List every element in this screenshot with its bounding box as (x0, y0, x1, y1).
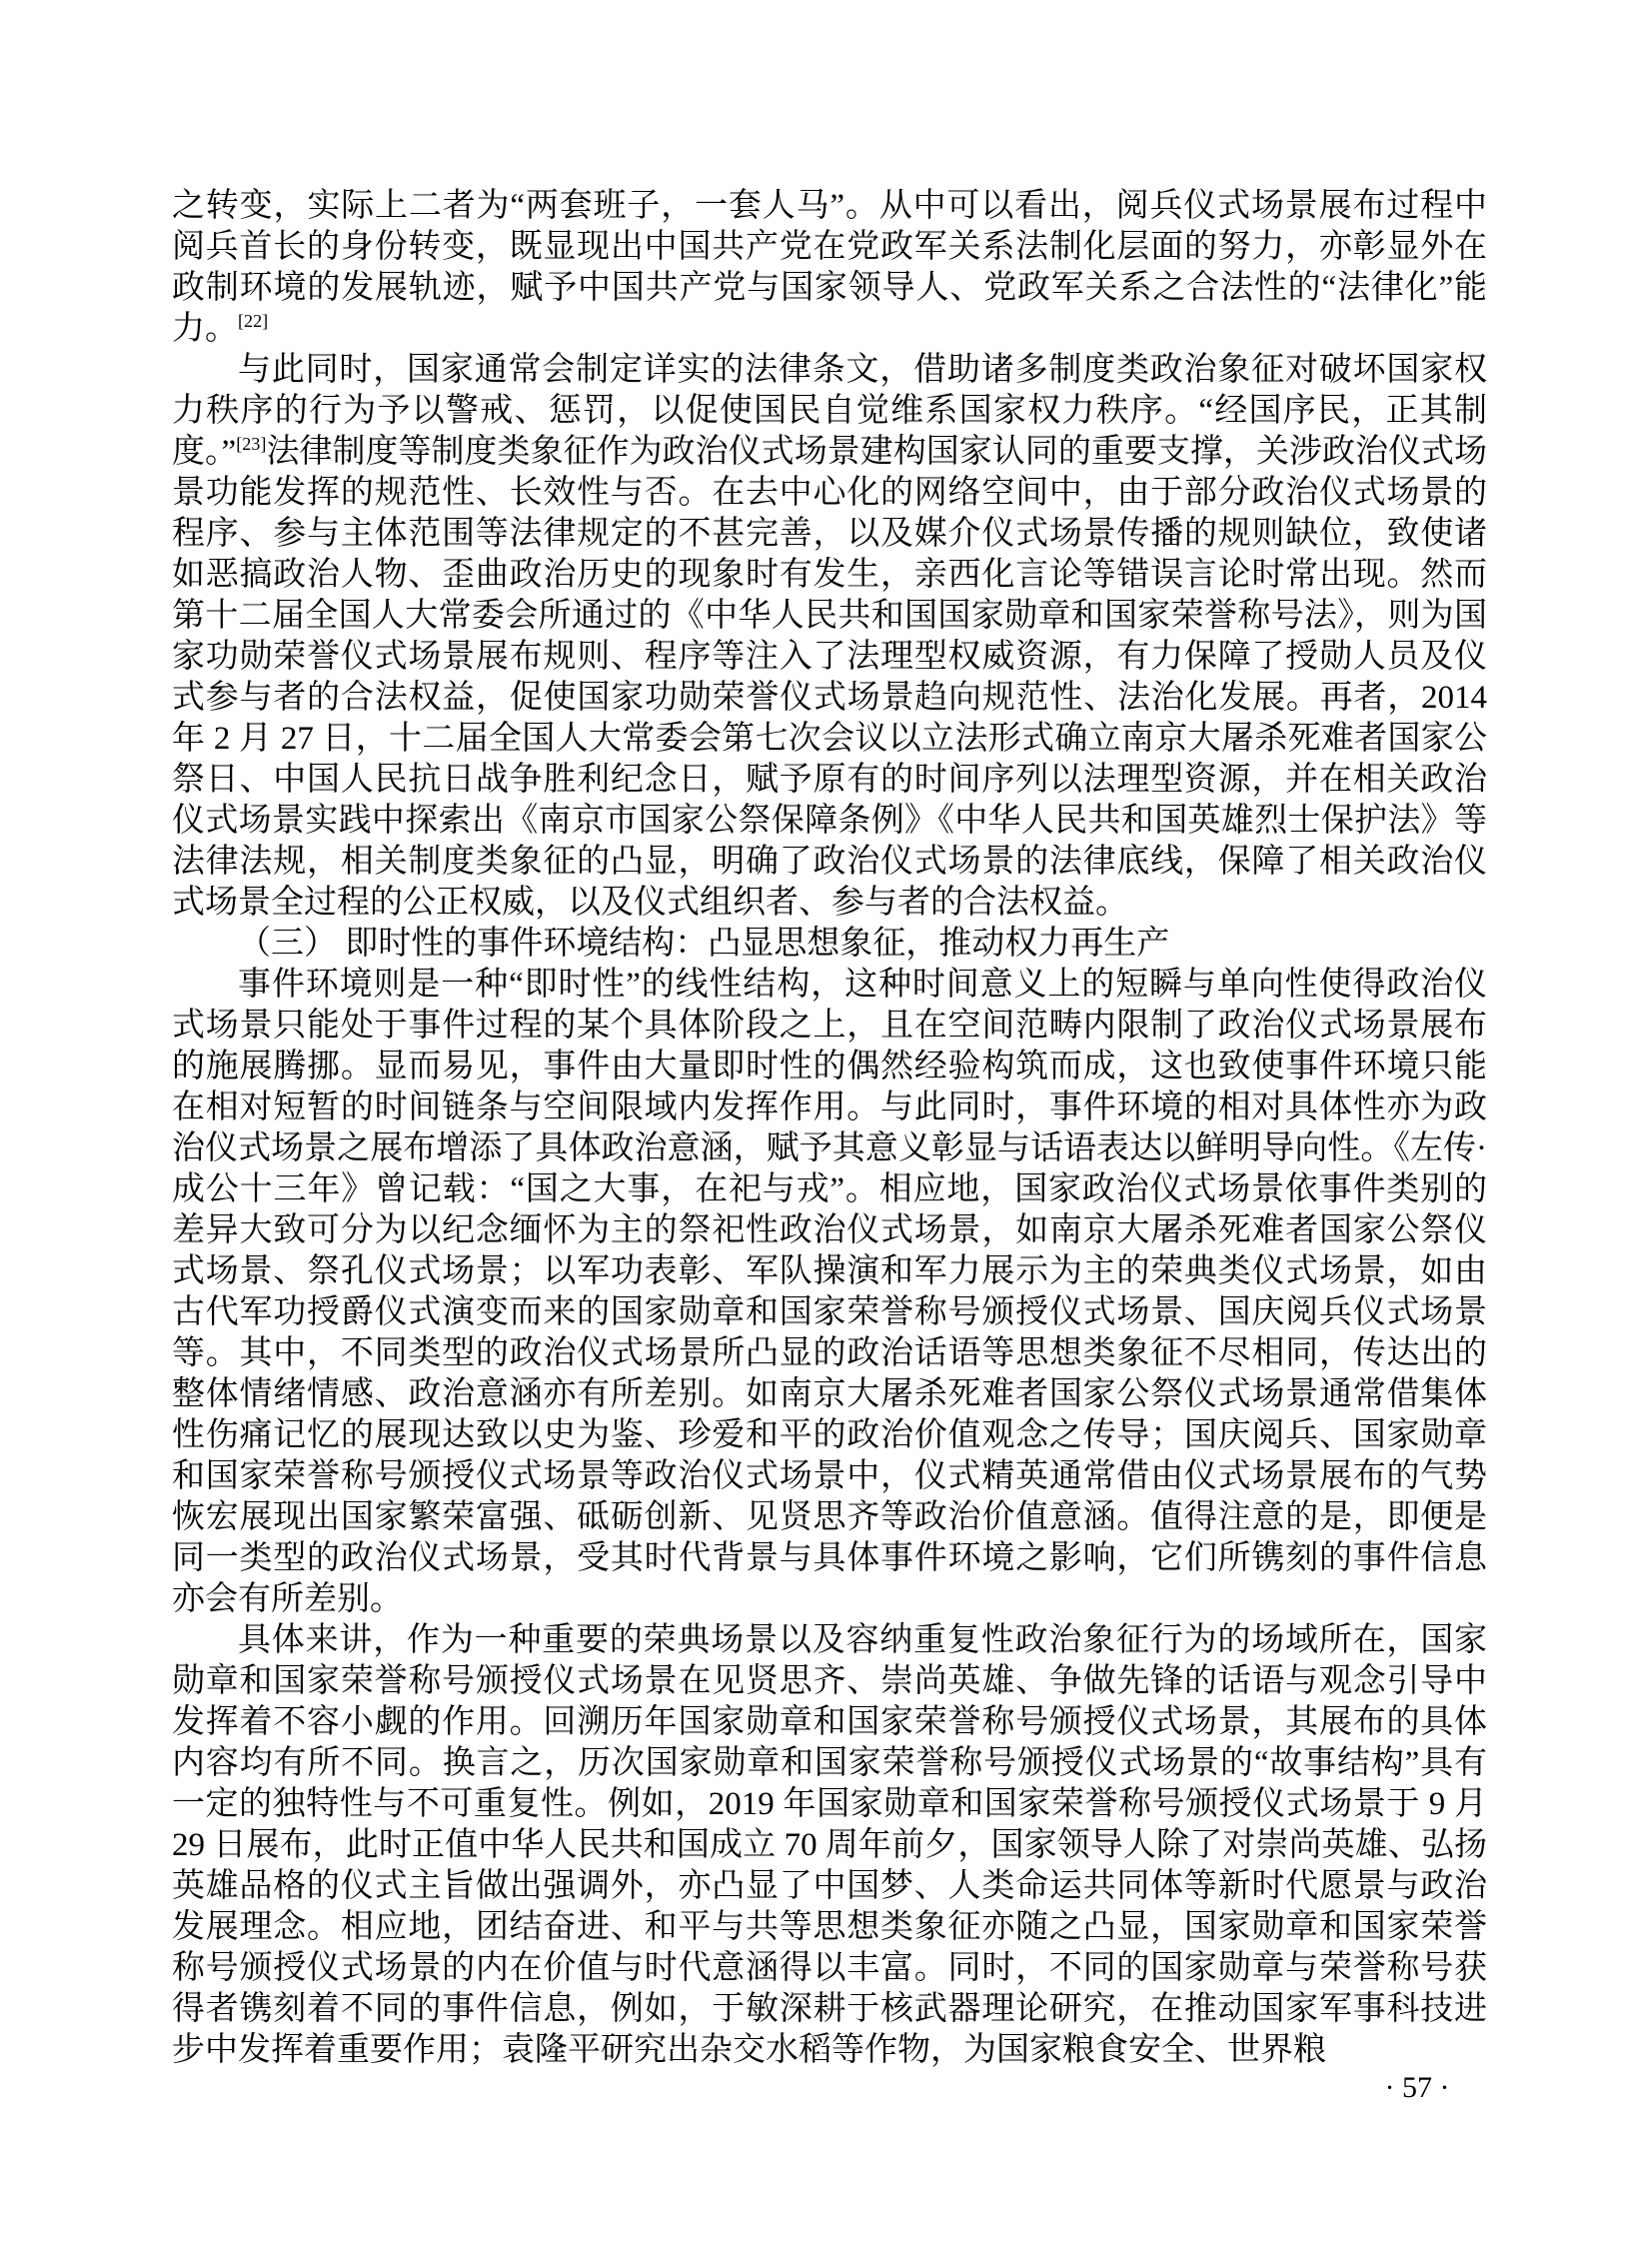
footnote-ref: [23] (236, 434, 267, 454)
paragraph: 之转变，实际上二者为“两套班子，一套人马”。从中可以看出，阅兵仪式场景展布过程中阅兵首长的身份转变，既显现出中国共产党在党政军关系法制化层面的努力，亦彰显外在政制环境的发展轨迹，赋予中国共产党与国家领导人、党政军关系之合法性的“法律化”能力。[22] (172, 188, 1487, 347)
footnote-ref: [22] (238, 311, 269, 331)
paragraph: 具体来讲，作为一种重要的荣典场景以及容纳重复性政治象征行为的场域所在，国家勋章和国家荣誉称号颁授仪式场景在见贤思齐、崇尚英雄、争做先锋的话语与观念引导中发挥着不容小觑的作用。回溯历年国家勋章和国家荣誉称号颁授仪式场景，其展布的具体内容均有所不同。换言之，历次国家勋章和国家荣誉称号颁授仪式场景的“故事结构”具有一定的独特性与不可重复性。例如，2019 年国家勋章和国家荣誉称号颁授仪式场景于 9 月 29 日展布，此时正值中华人民共和国成立 70 周年前夕，国家领导人除了对崇尚英雄、弘扬英雄品格的仪式主旨做出强调外，亦凸显了中国梦、人类命运共同体等新时代愿景与政治发展理念。相应地，团结奋进、和平与共等思想类象征亦随之凸显，国家勋章和国家荣誉称号颁授仪式场景的内在价值与时代意涵得以丰富。同时，不同的国家勋章与荣誉称号获得者镌刻着不同的事件信息，例如，于敏深耕于核武器理论研究，在推动国家军事科技进步中发挥着重要作用；袁隆平研究出杂交水稻等作物，为国家粮食安全、世界粮 (172, 1622, 1487, 2068)
page-number: · 57 · (1384, 2071, 1450, 2104)
article-body (172, 186, 1487, 2071)
paragraph: 事件环境则是一种“即时性”的线性结构，这种时间意义上的短瞬与单向性使得政治仪式场景只能处于事件过程的某个具体阶段之上，且在空间范畴内限制了政治仪式场景展布的施展腾挪。显而易见，事件由大量即时性的偶然经验构筑而成，这也致使事件环境只能在相对短暂的时间链条与空间限域内发挥作用。与此同时，事件环境的相对具体性亦为政治仪式场景之展布增添了具体政治意涵，赋予其意义彰显与话语表达以鲜明导向性。《左传·成公十三年》曾记载：“国之大事，在祀与戎”。相应地，国家政治仪式场景依事件类别的差异大致可分为以纪念缅怀为主的祭祀性政治仪式场景，如南京大屠杀死难者国家公祭仪式场景、祭孔仪式场景；以军功表彰、军队操演和军力展示为主的荣典类仪式场景，如由古代军功授爵仪式演变而来的国家勋章和国家荣誉称号颁授仪式场景、国庆阅兵仪式场景等。其中，不同类型的政治仪式场景所凸显的政治话语等思想类象征不尽相同，传达出的整体情绪情感、政治意涵亦有所差别。如南京大屠杀死难者国家公祭仪式场景通常借集体性伤痛记忆的展现达致以史为鉴、珍爱和平的政治价值观念之传导；国庆阅兵、国家勋章和国家荣誉称号颁授仪式场景等政治仪式场景中，仪式精英通常借由仪式场景展布的气势恢宏展现出国家繁荣富强、砥砺创新、见贤思齐等政治价值意涵。值得注意的是，即便是同一类型的政治仪式场景，受其时代背景与具体事件环境之影响，它们所镌刻的事件信息亦会有所差别。 (172, 967, 1487, 1617)
paragraph: 与此同时，国家通常会制定详实的法律条文，借助诸多制度类政治象征对破坏国家权力秩序的行为予以警戒、惩罚，以促使国民自觉维系国家权力秩序。“经国序民，正其制度。”[23]法律制度等制度类象征作为政治仪式场景建构国家认同的重要支撑，关涉政治仪式场景功能发挥的规范性、长效性与否。在去中心化的网络空间中，由于部分政治仪式场景的程序、参与主体范围等法律规定的不甚完善，以及媒介仪式场景传播的规则缺位，致使诸如恶搞政治人物、歪曲政治历史的现象时有发生，亲西化言论等错误言论时常出现。然而第十二届全国人大常委会所通过的《中华人民共和国国家勋章和国家荣誉称号法》，则为国家功勋荣誉仪式场景展布规则、程序等注入了法理型权威资源，有力保障了授勋人员及仪式参与者的合法权益，促使国家功勋荣誉仪式场景趋向规范性、法治化发展。再者，2014 年 2 月 27 日，十二届全国人大常委会第七次会议以立法形式确立南京大屠杀死难者国家公祭日、中国人民抗日战争胜利纪念日，赋予原有的时间序列以法理型资源，并在相关政治仪式场景实践中探索出《南京市国家公祭保障条例》《中华人民共和国英雄烈士保护法》等法律法规，相关制度类象征的凸显，明确了政治仪式场景的法律底线，保障了相关政治仪式场景全过程的公正权威，以及仪式组织者、参与者的合法权益。 (172, 352, 1487, 921)
section-heading: （三） 即时性的事件环境结构：凸显思想象征，推动权力再生产 (238, 926, 1170, 962)
